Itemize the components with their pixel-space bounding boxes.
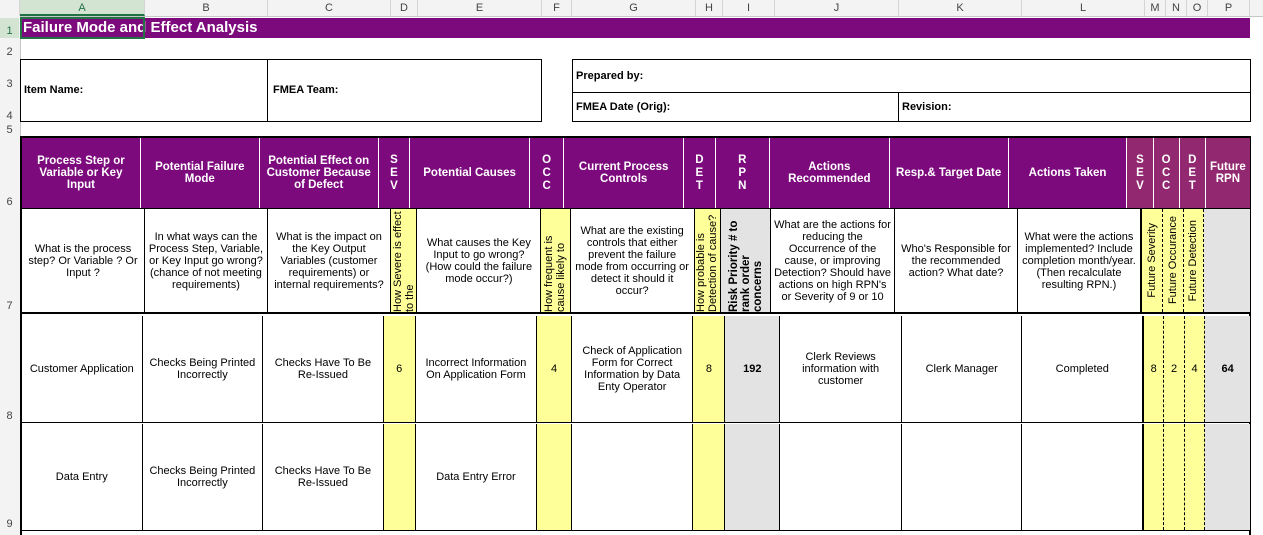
row-header-7[interactable]: 7 bbox=[6, 300, 13, 312]
row2-det[interactable] bbox=[693, 424, 725, 530]
header-future-det[interactable] bbox=[1180, 138, 1206, 208]
row2-actions-recommended[interactable] bbox=[780, 424, 902, 530]
guide-sev-text: How Severe is effect to the bbox=[391, 211, 416, 312]
item-name-label[interactable]: Item Name: bbox=[24, 84, 84, 96]
guide-rpn-text: Risk Priority # to rank order concerns bbox=[727, 220, 764, 312]
prepared-info-hline bbox=[572, 92, 1251, 93]
row1-det[interactable]: 8 bbox=[693, 316, 725, 422]
sheet-title[interactable]: Failure Mode and Effect Analysis bbox=[20, 18, 1250, 38]
column-header-B[interactable]: B bbox=[145, 0, 268, 16]
header-occ[interactable] bbox=[530, 138, 564, 208]
column-header-L[interactable]: L bbox=[1022, 0, 1145, 16]
column-header-A[interactable]: A bbox=[20, 0, 145, 16]
header-rpn-text: RPN bbox=[736, 153, 749, 193]
guide-future-det-text: Future Detection bbox=[1187, 219, 1200, 302]
table-row bbox=[22, 316, 1250, 423]
row2-actions-taken[interactable] bbox=[1022, 424, 1144, 530]
guide-future-occ-text: Future Occurance bbox=[1166, 216, 1179, 305]
header-failure-mode[interactable]: Potential Failure Mode bbox=[141, 138, 260, 208]
header-det[interactable] bbox=[684, 138, 716, 208]
prepared-info-vline bbox=[898, 92, 899, 122]
column-header-G[interactable]: G bbox=[572, 0, 696, 16]
header-future-rpn[interactable]: Future RPN bbox=[1206, 138, 1250, 208]
row1-future-occ[interactable]: 2 bbox=[1164, 316, 1184, 422]
header-potential-effect[interactable]: Potential Effect on Customer Because of Defect bbox=[260, 138, 379, 208]
row2-occ[interactable] bbox=[537, 424, 572, 530]
row1-potential-causes[interactable]: Incorrect Information On Application Form bbox=[416, 316, 538, 422]
row1-future-det[interactable]: 4 bbox=[1185, 316, 1205, 422]
row2-future-rpn[interactable] bbox=[1205, 424, 1250, 530]
header-sev-text: SEV bbox=[387, 153, 400, 193]
row1-future-rpn[interactable]: 64 bbox=[1205, 316, 1250, 422]
row-header-2[interactable]: 2 bbox=[6, 46, 13, 58]
row-header-6[interactable]: 6 bbox=[6, 196, 13, 208]
row2-potential-causes[interactable]: Data Entry Error bbox=[416, 424, 538, 530]
header-future-sev[interactable] bbox=[1127, 138, 1153, 208]
row2-rpn[interactable] bbox=[725, 424, 780, 530]
guide-rpn[interactable] bbox=[721, 209, 771, 312]
guide-occ-text: How frequent is cause likely to bbox=[543, 235, 568, 312]
guide-failure-mode[interactable]: In what ways can the Process Step, Variable, or Key Input go wrong? (chance of not meeting requirements) bbox=[145, 209, 268, 312]
column-header-I[interactable]: I bbox=[723, 0, 775, 16]
row1-sev[interactable]: 6 bbox=[384, 316, 416, 422]
row2-current-controls[interactable] bbox=[572, 424, 694, 530]
row-header-4[interactable]: 4 bbox=[6, 110, 13, 122]
column-header-O[interactable]: O bbox=[1187, 0, 1208, 16]
guide-det[interactable] bbox=[695, 209, 721, 312]
revision-label[interactable]: Revision: bbox=[902, 101, 952, 113]
header-det-text: DET bbox=[693, 153, 706, 193]
row2-sev[interactable] bbox=[384, 424, 416, 530]
row2-failure-mode[interactable]: Checks Being Printed Incorrectly bbox=[143, 424, 264, 530]
row-header-8[interactable]: 8 bbox=[6, 410, 13, 422]
row2-future-occ[interactable] bbox=[1164, 424, 1184, 530]
row1-future-sev[interactable]: 8 bbox=[1144, 316, 1164, 422]
row-header-5[interactable]: 5 bbox=[6, 124, 13, 136]
header-resp-target-date[interactable]: Resp.& Target Date bbox=[890, 138, 1009, 208]
header-current-controls[interactable]: Current Process Controls bbox=[564, 138, 684, 208]
row1-actions-taken[interactable]: Completed bbox=[1022, 316, 1144, 422]
column-header-E[interactable]: E bbox=[418, 0, 542, 16]
column-header-bar bbox=[0, 0, 1263, 17]
header-actions-taken[interactable]: Actions Taken bbox=[1009, 138, 1128, 208]
row2-future-sev[interactable] bbox=[1144, 424, 1164, 530]
guide-potential-causes[interactable]: What causes the Key Input to go wrong? (How could the failure mode occur?) bbox=[417, 209, 541, 312]
row-header-bar bbox=[0, 16, 21, 535]
guide-future-sev-text: Future Severity bbox=[1145, 223, 1158, 298]
guide-current-controls[interactable]: What are the existing controls that either prevent the failure mode from occurring or detect it should it occur? bbox=[571, 209, 695, 312]
header-future-occ[interactable] bbox=[1154, 138, 1180, 208]
row1-occ[interactable]: 4 bbox=[537, 316, 572, 422]
guide-future-rpn[interactable] bbox=[1204, 209, 1250, 312]
guide-sev[interactable] bbox=[391, 209, 417, 312]
row-header-1[interactable]: 1 bbox=[0, 18, 19, 38]
guide-process-step[interactable]: What is the process step? Or Variable ? Or Input ? bbox=[22, 209, 145, 312]
fmea-date-label[interactable]: FMEA Date (Orig): bbox=[576, 101, 671, 113]
guide-future-det[interactable] bbox=[1184, 209, 1205, 312]
row-header-9[interactable]: 9 bbox=[6, 518, 13, 530]
header-future-occ-text: OCC bbox=[1160, 153, 1173, 193]
table-row bbox=[22, 424, 1250, 531]
row2-process-step[interactable]: Data Entry bbox=[22, 424, 143, 530]
guide-potential-effect[interactable]: What is the impact on the Key Output Variables (customer requirements) or internal requirements? bbox=[268, 209, 391, 312]
row1-process-step[interactable]: Customer Application bbox=[22, 316, 143, 422]
header-actions-recommended[interactable]: Actions Recommended bbox=[770, 138, 890, 208]
fmea-team-label[interactable]: FMEA Team: bbox=[273, 84, 339, 96]
table-header-row bbox=[22, 138, 1250, 208]
row-header-3[interactable]: 3 bbox=[6, 78, 13, 90]
row1-actions-recommended[interactable]: Clerk Reviews information with customer bbox=[780, 316, 902, 422]
row1-current-controls[interactable]: Check of Application Form for Correct Information by Data Enty Operator bbox=[572, 316, 694, 422]
column-header-F[interactable]: F bbox=[542, 0, 572, 16]
column-header-M[interactable]: M bbox=[1145, 0, 1166, 16]
column-header-H[interactable]: H bbox=[696, 0, 723, 16]
row1-failure-mode[interactable]: Checks Being Printed Incorrectly bbox=[143, 316, 264, 422]
row1-rpn[interactable]: 192 bbox=[725, 316, 780, 422]
guide-resp-target-date[interactable]: Who's Responsible for the recommended action? What date? bbox=[895, 209, 1018, 312]
row2-resp-target-date[interactable] bbox=[902, 424, 1023, 530]
column-header-C[interactable]: C bbox=[268, 0, 391, 16]
row2-potential-effect[interactable]: Checks Have To Be Re-Issued bbox=[263, 424, 384, 530]
row1-potential-effect[interactable]: Checks Have To Be Re-Issued bbox=[263, 316, 384, 422]
row2-future-det[interactable] bbox=[1185, 424, 1205, 530]
column-header-N[interactable]: N bbox=[1166, 0, 1187, 16]
column-header-K[interactable]: K bbox=[899, 0, 1022, 16]
header-sev[interactable] bbox=[379, 138, 411, 208]
column-header-P[interactable]: P bbox=[1208, 0, 1250, 16]
guide-actions-recommended[interactable]: What are the actions for reducing the Occurrence of the cause, or improving Detection? Should have actions on high RPN's or Severity of 9 or 10 bbox=[771, 209, 895, 312]
header-potential-causes[interactable]: Potential Causes bbox=[410, 138, 530, 208]
column-header-D[interactable]: D bbox=[391, 0, 418, 16]
guide-row bbox=[22, 208, 1250, 314]
header-future-det-text: DET bbox=[1186, 153, 1199, 193]
guide-det-text: How probable is Detection of cause? bbox=[695, 214, 720, 312]
guide-actions-taken[interactable]: What were the actions implemented? Include completion month/year. (Then recalculate resulting RPN.) bbox=[1018, 209, 1142, 312]
item-info-divider bbox=[267, 59, 268, 122]
header-process-step[interactable]: Process Step or Variable or Key Input bbox=[22, 138, 141, 208]
prepared-by-label[interactable]: Prepared by: bbox=[576, 70, 644, 82]
guide-future-occ[interactable] bbox=[1163, 209, 1184, 312]
guide-future-sev[interactable] bbox=[1142, 209, 1163, 312]
guide-occ[interactable] bbox=[541, 209, 570, 312]
row1-resp-target-date[interactable]: Clerk Manager bbox=[902, 316, 1023, 422]
header-occ-text: OCC bbox=[540, 153, 553, 193]
select-all-corner[interactable] bbox=[0, 0, 20, 16]
active-cell-outline bbox=[20, 17, 145, 39]
column-header-J[interactable]: J bbox=[775, 0, 899, 16]
header-rpn[interactable] bbox=[716, 138, 770, 208]
header-future-sev-text: SEV bbox=[1134, 153, 1147, 193]
